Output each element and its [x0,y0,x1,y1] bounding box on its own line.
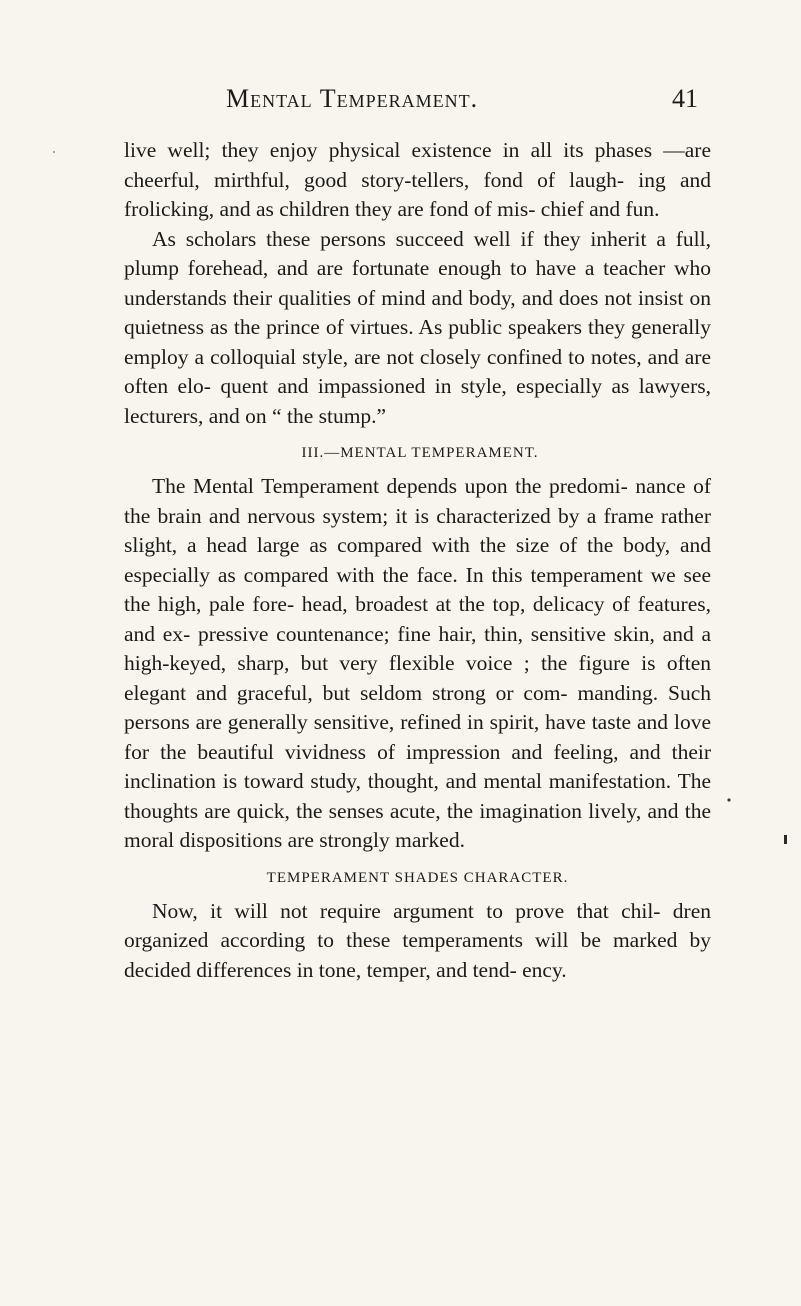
paragraph-scholars: As scholars these persons succeed well if they inherit a full, plump forehead, and are fortunate enough to have a teacher who understands their qualities of mind and body, and does not insist on quietness as the prince of virtues. As public speakers they generally employ a colloquial style, are not closely confined to notes, and are often elo- quent and impassioned in style, especially as lawyers, lecturers, and on “ the stump.” [124,226,711,428]
running-title: Mental Temperament. [226,84,479,113]
section-heading-mental-temperament: III.—MENTAL TEMPERAMENT. [301,445,539,461]
page-number: 41 [672,84,698,113]
paragraph-conclusion: Now, it will not require argument to prove that chil- dren organized according to these temperaments will be marked by decided differences in tone, temper, and tend- ency. [124,898,711,982]
section-heading-temperament-shades: TEMPERAMENT SHADES CHARACTER. [266,869,569,886]
paragraph-mental-temperament: The Mental Temperament depends upon the predomi- nance of the brain and nervous system; it is characterized by a frame rather slight, a head large as compared with the size of the body, and especially as compared with the face. In this temperament we see the high, pale fore- head, broadest at the top, delicacy of features, and ex- pressive countenance; fine hair, thin, sensitive skin, and a high-keyed, sharp, but very flexible voice ; the figure is often elegant and graceful, but seldom strong or com- manding. Such persons are generally sensitive, refined in spirit, have taste and love for the beautiful vividness of impression and feeling, and their inclination is toward study, thought, and mental manifestation. The thoughts are quick, the senses acute, the imagination lively, and the moral dispositions are strongly marked. [124,474,711,852]
ink-speck [53,151,55,153]
ink-speck [784,835,787,844]
paragraph-continued: live well; they enjoy physical existence in all its phases —are cheerful, mirthful, good story-tellers, fond of laugh- ing and frolicking, and as children they are fond of mis- chief and fun. [124,138,711,221]
running-head [0,84,801,124]
ink-speck [727,798,730,801]
body-text [124,136,711,985]
